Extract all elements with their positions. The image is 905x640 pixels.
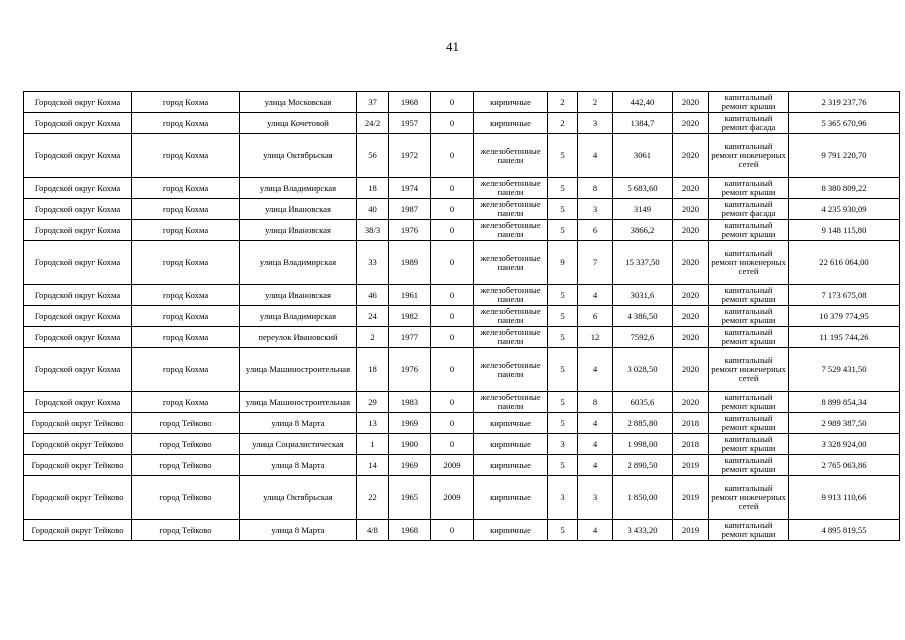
wall-material-cell: железобетонные панели [474, 220, 548, 241]
plan-year-cell: 2020 [673, 327, 709, 348]
floors-cell: 5 [548, 392, 578, 413]
floors-cell: 5 [548, 348, 578, 392]
cost-cell: 2 989 387,50 [789, 413, 900, 434]
area-cell: 7592,6 [613, 327, 673, 348]
plan-year-cell: 2020 [673, 220, 709, 241]
house-number-cell: 24 [357, 306, 389, 327]
area-cell: 5 683,60 [613, 178, 673, 199]
floors-cell: 5 [548, 220, 578, 241]
floors-cell: 2 [548, 113, 578, 134]
work-type-cell: капитальный ремонт крыши [709, 455, 789, 476]
work-type-cell: капитальный ремонт крыши [709, 285, 789, 306]
reconstruction-year-cell: 0 [431, 392, 474, 413]
municipality-cell: Городской округ Кохма [24, 199, 132, 220]
reconstruction-year-cell: 0 [431, 199, 474, 220]
year-built-cell: 1965 [389, 476, 431, 520]
table-body [24, 92, 900, 541]
table-row [24, 392, 900, 413]
work-type-cell: капитальный ремонт крыши [709, 92, 789, 113]
year-built-cell: 1976 [389, 220, 431, 241]
work-type-cell: капитальный ремонт инженерных сетей [709, 134, 789, 178]
area-cell: 3 433,20 [613, 520, 673, 541]
municipality-cell: Городской округ Кохма [24, 220, 132, 241]
wall-material-cell: кирпичные [474, 476, 548, 520]
wall-material-cell: кирпичные [474, 520, 548, 541]
plan-year-cell: 2020 [673, 92, 709, 113]
settlement-cell: город Кохма [132, 178, 240, 199]
year-built-cell: 1983 [389, 392, 431, 413]
settlement-cell: город Кохма [132, 92, 240, 113]
plan-year-cell: 2020 [673, 348, 709, 392]
year-built-cell: 1968 [389, 520, 431, 541]
entrances-cell: 4 [578, 434, 613, 455]
entrances-cell: 12 [578, 327, 613, 348]
work-type-cell: капитальный ремонт крыши [709, 392, 789, 413]
wall-material-cell: кирпичные [474, 113, 548, 134]
wall-material-cell: кирпичные [474, 434, 548, 455]
entrances-cell: 8 [578, 392, 613, 413]
table-row [24, 220, 900, 241]
cost-cell: 8 380 809,22 [789, 178, 900, 199]
wall-material-cell: железобетонные панели [474, 392, 548, 413]
house-number-cell: 33 [357, 241, 389, 285]
work-type-cell: капитальный ремонт крыши [709, 413, 789, 434]
municipality-cell: Городской округ Тейково [24, 434, 132, 455]
street-cell: улица Машиностроительная [240, 348, 357, 392]
municipality-cell: Городской округ Кохма [24, 392, 132, 413]
municipality-cell: Городской округ Кохма [24, 134, 132, 178]
street-cell: улица Владимирская [240, 178, 357, 199]
settlement-cell: город Кохма [132, 113, 240, 134]
cost-cell: 10 379 774,95 [789, 306, 900, 327]
floors-cell: 5 [548, 455, 578, 476]
entrances-cell: 8 [578, 178, 613, 199]
year-built-cell: 1969 [389, 455, 431, 476]
year-built-cell: 1976 [389, 348, 431, 392]
cost-cell: 9 791 220,70 [789, 134, 900, 178]
reconstruction-year-cell: 0 [431, 220, 474, 241]
cost-cell: 11 195 744,26 [789, 327, 900, 348]
area-cell: 3 028,50 [613, 348, 673, 392]
wall-material-cell: железобетонные панели [474, 241, 548, 285]
wall-material-cell: железобетонные панели [474, 285, 548, 306]
street-cell: улица Кочетовой [240, 113, 357, 134]
cost-cell: 5 365 670,96 [789, 113, 900, 134]
cost-cell: 9 913 110,66 [789, 476, 900, 520]
street-cell: улица Ивановская [240, 220, 357, 241]
plan-year-cell: 2019 [673, 476, 709, 520]
house-number-cell: 13 [357, 413, 389, 434]
plan-year-cell: 2020 [673, 134, 709, 178]
municipality-cell: Городской округ Кохма [24, 327, 132, 348]
wall-material-cell: железобетонные панели [474, 327, 548, 348]
table-row [24, 306, 900, 327]
year-built-cell: 1961 [389, 285, 431, 306]
entrances-cell: 4 [578, 134, 613, 178]
settlement-cell: город Кохма [132, 392, 240, 413]
floors-cell: 3 [548, 476, 578, 520]
cost-cell: 2 319 237,76 [789, 92, 900, 113]
wall-material-cell: кирпичные [474, 92, 548, 113]
street-cell: улица 8 Марта [240, 520, 357, 541]
reconstruction-year-cell: 0 [431, 113, 474, 134]
reconstruction-year-cell: 0 [431, 413, 474, 434]
table-row [24, 178, 900, 199]
municipality-cell: Городской округ Кохма [24, 306, 132, 327]
entrances-cell: 4 [578, 455, 613, 476]
year-built-cell: 1987 [389, 199, 431, 220]
reconstruction-year-cell: 0 [431, 520, 474, 541]
table-row [24, 113, 900, 134]
wall-material-cell: кирпичные [474, 413, 548, 434]
work-type-cell: капитальный ремонт крыши [709, 178, 789, 199]
floors-cell: 2 [548, 92, 578, 113]
area-cell: 3149 [613, 199, 673, 220]
year-built-cell: 1900 [389, 434, 431, 455]
plan-year-cell: 2020 [673, 285, 709, 306]
year-built-cell: 1989 [389, 241, 431, 285]
reconstruction-year-cell: 2009 [431, 455, 474, 476]
settlement-cell: город Кохма [132, 285, 240, 306]
settlement-cell: город Кохма [132, 220, 240, 241]
house-number-cell: 2 [357, 327, 389, 348]
table-row [24, 348, 900, 392]
cost-cell: 7 529 431,50 [789, 348, 900, 392]
entrances-cell: 3 [578, 476, 613, 520]
work-type-cell: капитальный ремонт фасада [709, 199, 789, 220]
municipality-cell: Городской округ Кохма [24, 241, 132, 285]
house-number-cell: 22 [357, 476, 389, 520]
entrances-cell: 3 [578, 199, 613, 220]
plan-year-cell: 2019 [673, 455, 709, 476]
cost-cell: 9 148 115,80 [789, 220, 900, 241]
street-cell: улица 8 Марта [240, 455, 357, 476]
municipality-cell: Городской округ Тейково [24, 476, 132, 520]
wall-material-cell: кирпичные [474, 455, 548, 476]
plan-year-cell: 2020 [673, 306, 709, 327]
work-type-cell: капитальный ремонт инженерных сетей [709, 241, 789, 285]
house-number-cell: 38/3 [357, 220, 389, 241]
plan-year-cell: 2020 [673, 178, 709, 199]
housing-repair-table [23, 91, 900, 541]
street-cell: улица Ивановская [240, 285, 357, 306]
street-cell: переулок Ивановский [240, 327, 357, 348]
work-type-cell: капитальный ремонт крыши [709, 306, 789, 327]
street-cell: улица Машиностроительная [240, 392, 357, 413]
table-row [24, 476, 900, 520]
year-built-cell: 1957 [389, 113, 431, 134]
entrances-cell: 6 [578, 306, 613, 327]
floors-cell: 5 [548, 413, 578, 434]
year-built-cell: 1972 [389, 134, 431, 178]
table-row [24, 241, 900, 285]
settlement-cell: город Тейково [132, 434, 240, 455]
reconstruction-year-cell: 0 [431, 348, 474, 392]
floors-cell: 9 [548, 241, 578, 285]
table-row [24, 413, 900, 434]
table-row [24, 455, 900, 476]
plan-year-cell: 2020 [673, 199, 709, 220]
area-cell: 1384,7 [613, 113, 673, 134]
plan-year-cell: 2020 [673, 241, 709, 285]
settlement-cell: город Кохма [132, 199, 240, 220]
area-cell: 1 850,00 [613, 476, 673, 520]
entrances-cell: 4 [578, 413, 613, 434]
cost-cell: 8 899 854,34 [789, 392, 900, 413]
reconstruction-year-cell: 0 [431, 285, 474, 306]
table-row [24, 92, 900, 113]
area-cell: 3031,6 [613, 285, 673, 306]
street-cell: улица Владимирская [240, 306, 357, 327]
street-cell: улица Ивановская [240, 199, 357, 220]
entrances-cell: 4 [578, 348, 613, 392]
settlement-cell: город Кохма [132, 348, 240, 392]
house-number-cell: 18 [357, 178, 389, 199]
settlement-cell: город Кохма [132, 327, 240, 348]
work-type-cell: капитальный ремонт фасада [709, 113, 789, 134]
floors-cell: 5 [548, 134, 578, 178]
house-number-cell: 29 [357, 392, 389, 413]
work-type-cell: капитальный ремонт крыши [709, 327, 789, 348]
table-row [24, 327, 900, 348]
reconstruction-year-cell: 0 [431, 327, 474, 348]
cost-cell: 7 173 675,08 [789, 285, 900, 306]
reconstruction-year-cell: 0 [431, 241, 474, 285]
reconstruction-year-cell: 0 [431, 134, 474, 178]
floors-cell: 5 [548, 520, 578, 541]
table-row [24, 434, 900, 455]
settlement-cell: город Кохма [132, 134, 240, 178]
settlement-cell: город Тейково [132, 413, 240, 434]
wall-material-cell: железобетонные панели [474, 178, 548, 199]
area-cell: 2 890,50 [613, 455, 673, 476]
settlement-cell: город Тейково [132, 520, 240, 541]
municipality-cell: Городской округ Тейково [24, 413, 132, 434]
year-built-cell: 1982 [389, 306, 431, 327]
municipality-cell: Городской округ Кохма [24, 178, 132, 199]
municipality-cell: Городской округ Тейково [24, 520, 132, 541]
area-cell: 3866,2 [613, 220, 673, 241]
floors-cell: 5 [548, 285, 578, 306]
work-type-cell: капитальный ремонт инженерных сетей [709, 476, 789, 520]
area-cell: 6035,6 [613, 392, 673, 413]
cost-cell: 4 895 819,55 [789, 520, 900, 541]
table-row [24, 520, 900, 541]
house-number-cell: 37 [357, 92, 389, 113]
work-type-cell: капитальный ремонт инженерных сетей [709, 348, 789, 392]
cost-cell: 3 328 924,00 [789, 434, 900, 455]
work-type-cell: капитальный ремонт крыши [709, 520, 789, 541]
work-type-cell: капитальный ремонт крыши [709, 434, 789, 455]
table-row [24, 134, 900, 178]
reconstruction-year-cell: 0 [431, 434, 474, 455]
cost-cell: 22 616 064,00 [789, 241, 900, 285]
municipality-cell: Городской округ Кохма [24, 348, 132, 392]
settlement-cell: город Тейково [132, 455, 240, 476]
page-number: 41 [446, 39, 459, 54]
area-cell: 1 998,00 [613, 434, 673, 455]
table-row [24, 199, 900, 220]
reconstruction-year-cell: 0 [431, 92, 474, 113]
settlement-cell: город Тейково [132, 476, 240, 520]
cost-cell: 4 235 930,09 [789, 199, 900, 220]
municipality-cell: Городской округ Кохма [24, 113, 132, 134]
area-cell: 442,40 [613, 92, 673, 113]
floors-cell: 5 [548, 199, 578, 220]
house-number-cell: 46 [357, 285, 389, 306]
settlement-cell: город Кохма [132, 241, 240, 285]
floors-cell: 3 [548, 434, 578, 455]
area-cell: 15 337,50 [613, 241, 673, 285]
house-number-cell: 18 [357, 348, 389, 392]
wall-material-cell: железобетонные панели [474, 306, 548, 327]
municipality-cell: Городской округ Кохма [24, 92, 132, 113]
area-cell: 3061 [613, 134, 673, 178]
floors-cell: 5 [548, 306, 578, 327]
entrances-cell: 2 [578, 92, 613, 113]
house-number-cell: 1 [357, 434, 389, 455]
entrances-cell: 7 [578, 241, 613, 285]
house-number-cell: 4/8 [357, 520, 389, 541]
area-cell: 4 386,50 [613, 306, 673, 327]
cost-cell: 2 765 063,86 [789, 455, 900, 476]
work-type-cell: капитальный ремонт крыши [709, 220, 789, 241]
house-number-cell: 40 [357, 199, 389, 220]
year-built-cell: 1969 [389, 413, 431, 434]
year-built-cell: 1968 [389, 92, 431, 113]
wall-material-cell: железобетонные панели [474, 348, 548, 392]
house-number-cell: 56 [357, 134, 389, 178]
floors-cell: 5 [548, 327, 578, 348]
floors-cell: 5 [548, 178, 578, 199]
street-cell: улица 8 Марта [240, 413, 357, 434]
house-number-cell: 14 [357, 455, 389, 476]
plan-year-cell: 2018 [673, 413, 709, 434]
plan-year-cell: 2018 [673, 434, 709, 455]
street-cell: улица Социалистическая [240, 434, 357, 455]
reconstruction-year-cell: 2009 [431, 476, 474, 520]
entrances-cell: 4 [578, 520, 613, 541]
street-cell: улица Октябрьская [240, 476, 357, 520]
reconstruction-year-cell: 0 [431, 178, 474, 199]
table-row [24, 285, 900, 306]
plan-year-cell: 2020 [673, 392, 709, 413]
area-cell: 2 885,80 [613, 413, 673, 434]
entrances-cell: 3 [578, 113, 613, 134]
plan-year-cell: 2020 [673, 113, 709, 134]
settlement-cell: город Кохма [132, 306, 240, 327]
entrances-cell: 6 [578, 220, 613, 241]
street-cell: улица Владимирская [240, 241, 357, 285]
plan-year-cell: 2019 [673, 520, 709, 541]
wall-material-cell: железобетонные панели [474, 134, 548, 178]
municipality-cell: Городской округ Кохма [24, 285, 132, 306]
entrances-cell: 4 [578, 285, 613, 306]
house-number-cell: 24/2 [357, 113, 389, 134]
year-built-cell: 1974 [389, 178, 431, 199]
reconstruction-year-cell: 0 [431, 306, 474, 327]
street-cell: улица Октябрьская [240, 134, 357, 178]
street-cell: улица Московская [240, 92, 357, 113]
wall-material-cell: железобетонные панели [474, 199, 548, 220]
municipality-cell: Городской округ Тейково [24, 455, 132, 476]
year-built-cell: 1977 [389, 327, 431, 348]
